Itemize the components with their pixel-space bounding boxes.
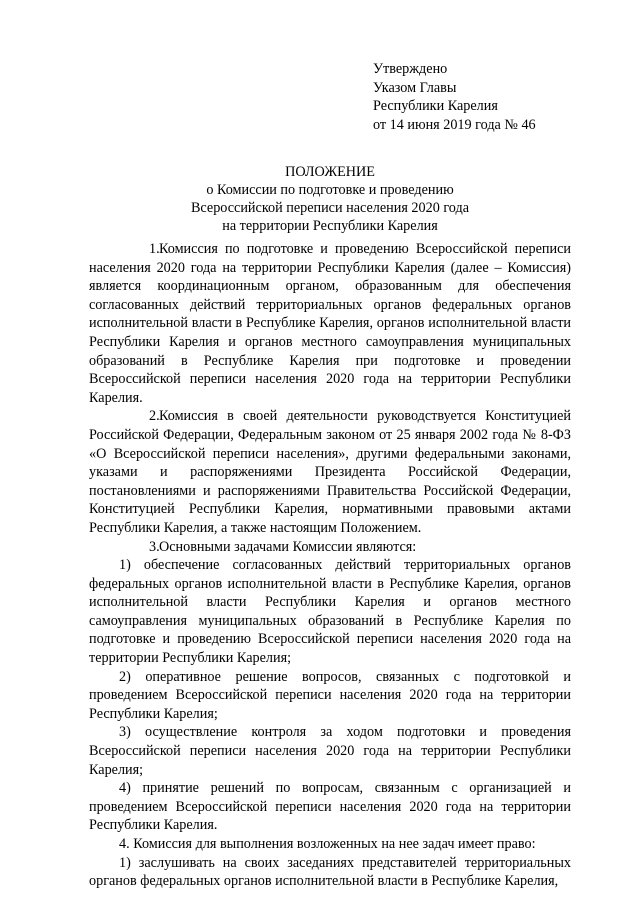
document-heading [80,163,580,235]
section-3-text: Основными задачами Комиссии являются: [159,538,417,555]
document-title: ПОЛОЖЕНИЕ [285,164,375,180]
heading-subtitle-line-2: Всероссийской переписи населения 2020 года [190,200,470,216]
heading-subtitle-line-1: о Комиссии по подготовке и проведению [206,182,454,198]
approval-stamp [373,60,613,134]
approval-line-approved: Утверждено [373,61,448,77]
document-body [89,240,571,891]
approval-line-date: от 14 июня 2019 года № 46 [373,116,536,133]
section-1 [89,240,571,407]
section-4: 4. Комиссия для выполнения возложенных на нее задач имеет право: [119,836,536,852]
section-3 [89,538,571,557]
approval-line-decree: Указом Главы [373,79,457,96]
section-3-item-2: 2) оперативное решение вопросов, связанных с подготовкой и проведением Всероссийской переписи населения 2020 года на территории Республики Карелия; [89,668,571,722]
section-3-item-1: 1) обеспечение согласованных действий территориальных органов федеральных органов исполнительной власти в Республике Карелия, органов исполнительной власти Республики Карелия и органов местного самоуправления муниципальных образований в Республике Карелия по подготовке и проведению Всероссийской переписи населения 2020 года на территории Республики Карелия; [89,557,571,667]
section-2-number: 2. [149,408,160,425]
approval-line-republic: Республики Карелия [373,98,498,114]
section-3-number: 3. [149,538,160,555]
section-1-text: Комиссия по подготовке и проведению Всероссийской переписи населения 2020 года на территории Республики Карелия (далее – Комиссия) является координационным органом, образованным для обеспечения согласованных действий территориальных органов федеральных органов исполнительной власти в Республике Карелия, органов исполнительной власти Республики Карелия и органов местного самоуправления муниципальных образований в Республике Карелия при подготовке и проведении Всероссийской переписи населения 2020 года на территории Республики Карелия. [89,241,571,406]
heading-subtitle-line-3: на территории Республики Карелия [222,218,438,234]
section-2-text: Комиссия в своей деятельности руководствуется Конституцией Российской Федерации, Федеральным законом от 25 января 2002 года № 8-ФЗ «О Всероссийской переписи населения», другими федеральными законами, указами и распоряжениями Президента Российской Федерации, постановлениями и распоряжениями Правительства Российской Федерации, Конституцией Республики Карелия, нормативными правовыми актами Республики Карелия, а также настоящим Положением. [89,408,571,536]
section-3-item-3: 3) осуществление контроля за ходом подготовки и проведения Всероссийской переписи населения 2020 года на территории Республики Карелия; [89,724,571,778]
section-1-number: 1. [149,241,160,257]
section-2 [89,407,571,537]
section-3-item-4: 4) принятие решений по вопросам, связанным с организацией и проведением Всероссийской переписи населения 2020 года на территории Республики Карелия. [89,780,571,834]
section-4-item-1: 1) заслушивать на своих заседаниях представителей территориальных органов федеральных органов исполнительной власти в Республике Карелия, [89,854,571,890]
